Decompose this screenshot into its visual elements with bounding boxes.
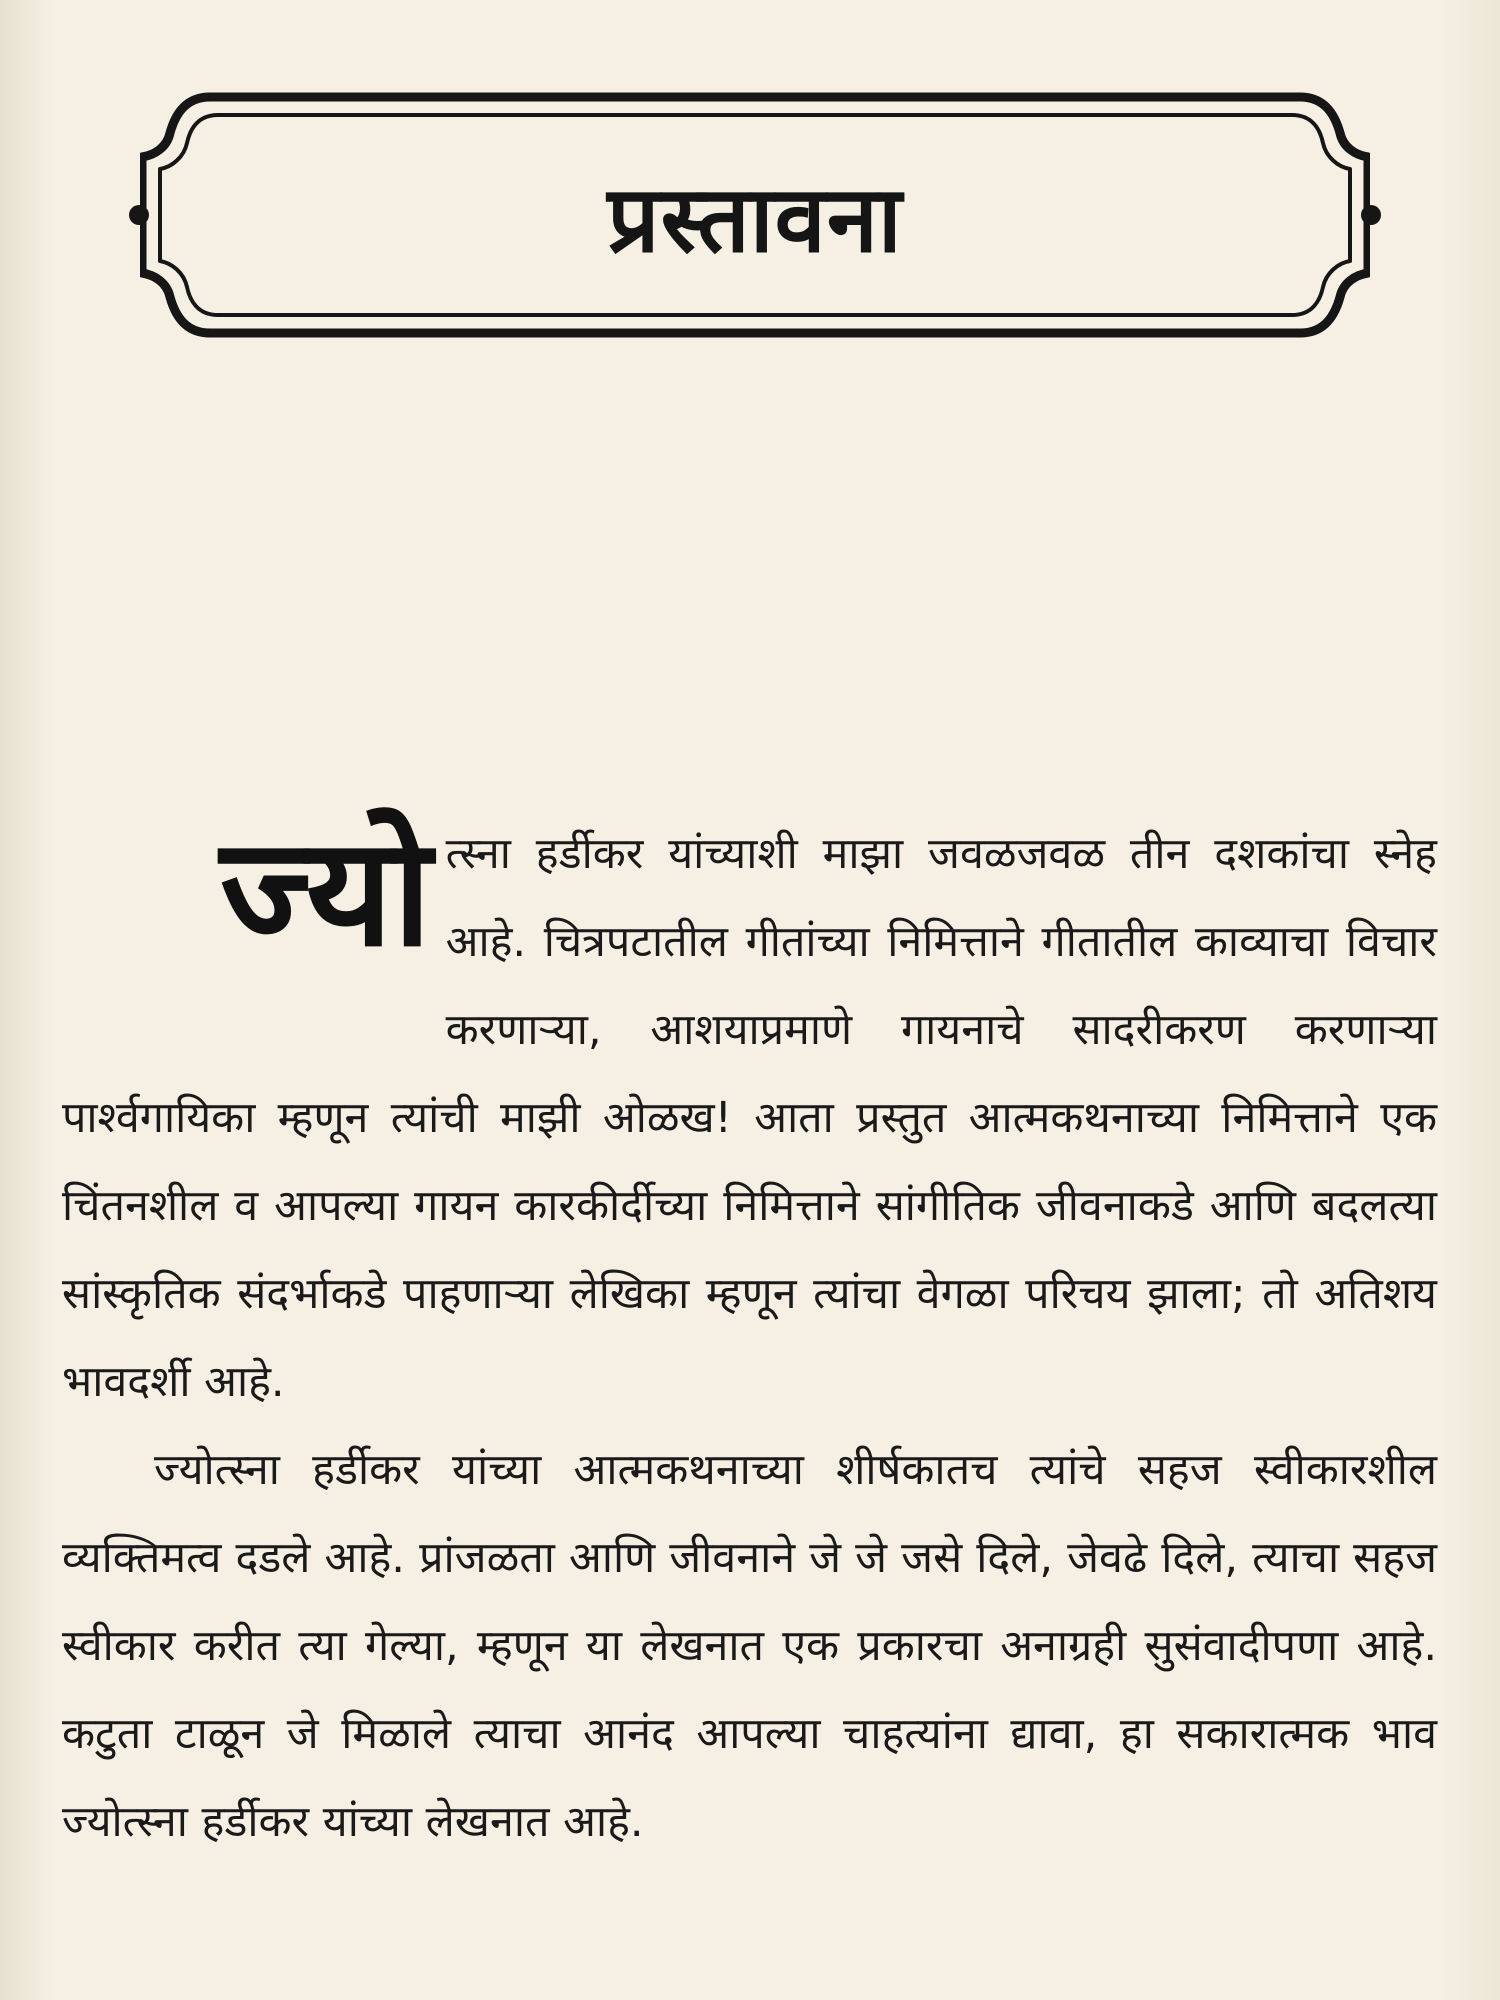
page-shadow-left — [0, 0, 55, 2000]
title-frame — [140, 85, 1370, 345]
page-title: प्रस्तावना — [607, 165, 903, 273]
paragraph-1: त्स्ना हर्डीकर यांच्याशी माझा जवळजवळ तीन दशकांचा स्नेह आहे. चित्रपटातील गीतांच्या निमित्ताने गीतातील काव्याचा विचार करणाऱ्या, आशयाप्रमाणे गायनाचे सादरीकरण करणाऱ्या पार्श्वगायिका म्हणून त्यांची माझी ओळख! आता प्रस्तुत आत्मकथनाच्या निमित्ताने एक चिंतनशील व आपल्या गायन कारकीर्दीच्या निमित्ताने सांगीतिक जीवनाकडे आणि बदलत्या सांस्कृतिक संदर्भाकडे पाहणाऱ्या लेखिका म्हणून त्यांचा वेगळा परिचय झाला; तो अतिशय भावदर्शी आहे. — [62, 829, 1437, 1407]
body-text — [62, 806, 1437, 1866]
drop-cap: ज्यो — [220, 806, 432, 980]
paragraph-2: ज्योत्स्ना हर्डीकर यांच्या आत्मकथनाच्या शीर्षकातच त्यांचे सहज स्वीकारशील व्यक्तिमत्व दडले आहे. प्रांजळता आणि जीवनाने जे जे जसे दिले, जेवढे दिले, त्याचा सहज स्वीकार करीत त्या गेल्या, म्हणून या लेखनात एक प्रकारचा अनाग्रही सुसंवादीपणा आहे. कटुता टाळून जे मिळाले त्याचा आनंद आपल्या चाहत्यांना द्यावा, हा सकारात्मक भाव ज्योत्स्ना हर्डीकर यांच्या लेखनात आहे. — [62, 1445, 1437, 1847]
page-shadow-right — [1440, 0, 1500, 2000]
